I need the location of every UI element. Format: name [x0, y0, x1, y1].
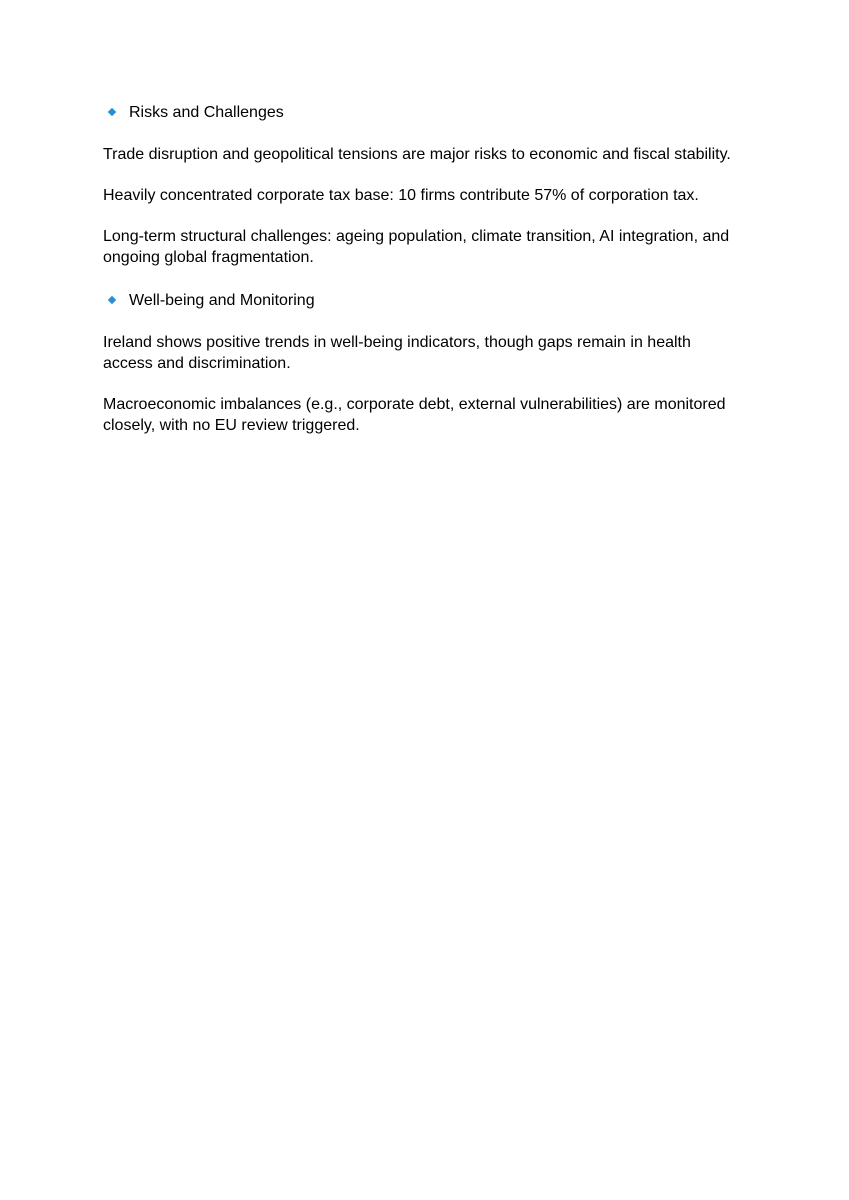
- document-body: [103, 100, 743, 456]
- paragraph: Ireland shows positive trends in well-being indicators, though gaps remain in health access and discrimination.: [103, 334, 691, 372]
- small-blue-diamond-icon: [108, 108, 116, 116]
- section-heading-text: Well-being and Monitoring: [129, 291, 315, 309]
- section-well-being-and-monitoring: [103, 288, 743, 436]
- section-heading-text: Risks and Challenges: [129, 103, 284, 121]
- section-risks-and-challenges: [103, 100, 743, 268]
- small-blue-diamond-icon: [108, 296, 116, 304]
- paragraph: Long-term structural challenges: ageing population, climate transition, AI integration, and ongoing global fragmentation.: [103, 228, 730, 266]
- paragraph: Macroeconomic imbalances (e.g., corporate debt, external vulnerabilities) are monitored closely, with no EU review triggered.: [103, 396, 726, 434]
- section-heading: [103, 100, 743, 124]
- paragraph: Heavily concentrated corporate tax base: 10 firms contribute 57% of corporation tax.: [103, 187, 699, 204]
- section-heading: [103, 288, 743, 312]
- paragraph: Trade disruption and geopolitical tensions are major risks to economic and fiscal stability.: [103, 146, 731, 163]
